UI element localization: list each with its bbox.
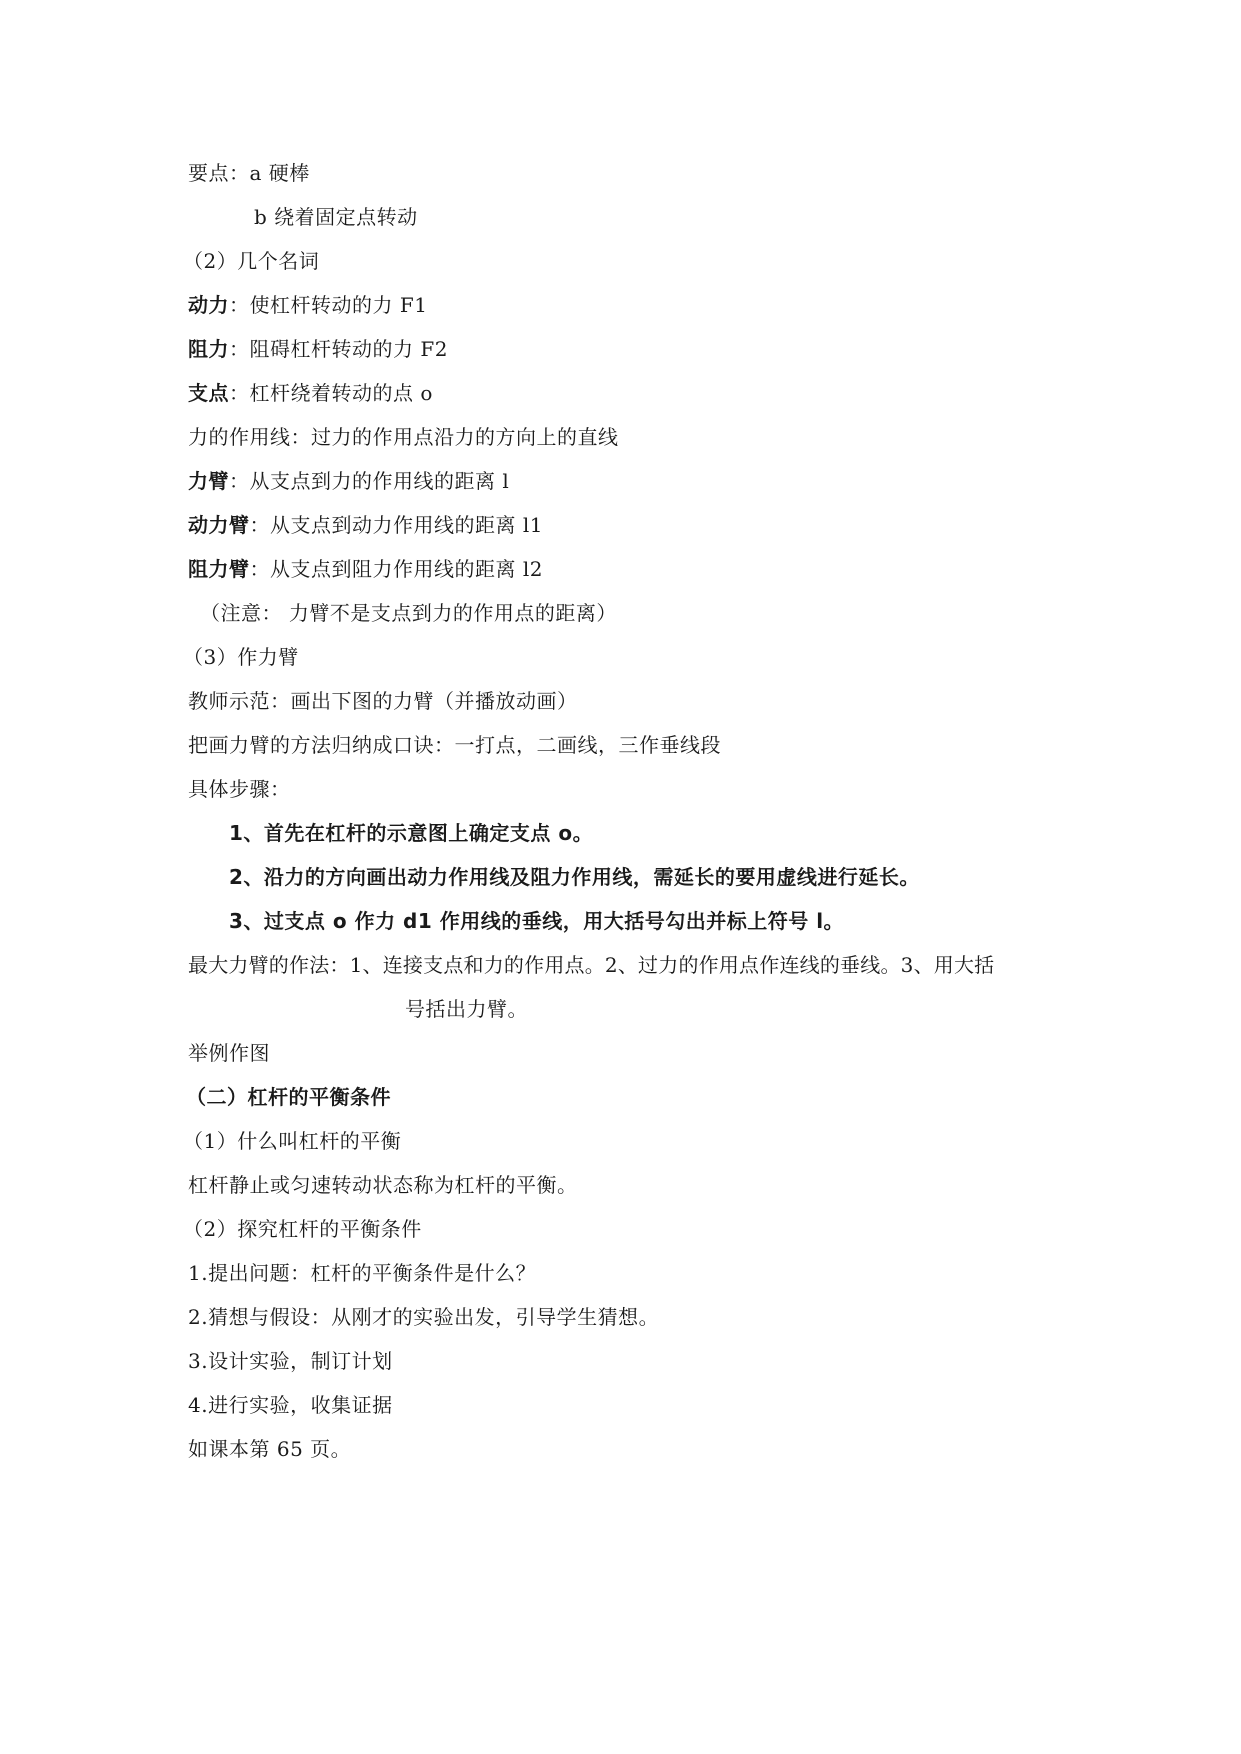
- part2-question-2: （2）探究杠杆的平衡条件: [183, 1217, 422, 1241]
- term-label: 阻力: [188, 337, 229, 361]
- term-definition: ：阻碍杠杆转动的力 F2: [229, 337, 448, 361]
- example-heading: 举例作图: [188, 1041, 270, 1065]
- part2-question-1: （1）什么叫杠杆的平衡: [183, 1129, 402, 1153]
- term-line: [188, 556, 543, 582]
- note: （注意： 力臂不是支点到力的作用点的距离）: [200, 601, 617, 625]
- part2-heading: （二）杠杆的平衡条件: [186, 1085, 391, 1109]
- term-line: [188, 380, 433, 406]
- term-line: [188, 512, 543, 538]
- inquiry-step: 2.猜想与假设：从刚才的实验出发，引导学生猜想。: [188, 1305, 660, 1329]
- term-definition: ：从支点到力的作用线的距离 l: [229, 469, 510, 493]
- mnemonic: 把画力臂的方法归纳成口诀：一打点，二画线，三作垂线段: [188, 733, 721, 757]
- teacher-demo: 教师示范：画出下图的力臂（并播放动画）: [188, 689, 578, 713]
- textbook-reference: 如课本第 65 页。: [188, 1437, 352, 1461]
- max-arm-line-continued: 号括出力臂。: [405, 997, 528, 1021]
- section-2-heading: （2）几个名词: [183, 249, 320, 273]
- term-line: [188, 292, 427, 318]
- balance-definition: 杠杆静止或匀速转动状态称为杠杆的平衡。: [188, 1173, 578, 1197]
- term-definition: ：杠杆绕着转动的点 o: [229, 381, 433, 405]
- key-point-a: a 硬棒: [249, 161, 310, 185]
- inquiry-step: 4.进行实验，收集证据: [188, 1393, 393, 1417]
- max-arm-line: 最大力臂的作法：1、连接支点和力的作用点。2、过力的作用点作连线的垂线。3、用大括: [188, 953, 995, 977]
- term-line: [188, 336, 448, 362]
- term-definition: ：使杠杆转动的力 F1: [229, 293, 428, 317]
- term-label: 动力臂: [188, 513, 250, 537]
- term-definition: ：过力的作用点沿力的方向上的直线: [290, 425, 619, 449]
- term-label: 支点: [188, 381, 229, 405]
- term-line: [188, 424, 619, 450]
- term-label: 力的作用线: [188, 425, 291, 449]
- key-points-line: [188, 160, 310, 186]
- term-line: [188, 468, 509, 494]
- key-point-b: b 绕着固定点转动: [254, 205, 418, 229]
- term-label: 阻力臂: [188, 557, 250, 581]
- inquiry-step: 1.提出问题：杠杆的平衡条件是什么？: [188, 1261, 537, 1285]
- inquiry-step: 3.设计实验，制订计划: [188, 1349, 393, 1373]
- section-3-heading: （3）作力臂: [183, 645, 299, 669]
- steps-heading: 具体步骤：: [188, 777, 291, 801]
- term-label: 动力: [188, 293, 229, 317]
- term-definition: ：从支点到阻力作用线的距离 l2: [249, 557, 543, 581]
- step-item: 1、首先在杠杆的示意图上确定支点 o。: [229, 821, 594, 845]
- step-item: 3、过支点 o 作力 d1 作用线的垂线，用大括号勾出并标上符号 l。: [229, 909, 845, 933]
- step-item: 2、沿力的方向画出动力作用线及阻力作用线，需延长的要用虚线进行延长。: [229, 865, 920, 889]
- term-label: 力臂: [188, 469, 229, 493]
- key-points-label: 要点：: [188, 161, 250, 185]
- term-definition: ：从支点到动力作用线的距离 l1: [249, 513, 543, 537]
